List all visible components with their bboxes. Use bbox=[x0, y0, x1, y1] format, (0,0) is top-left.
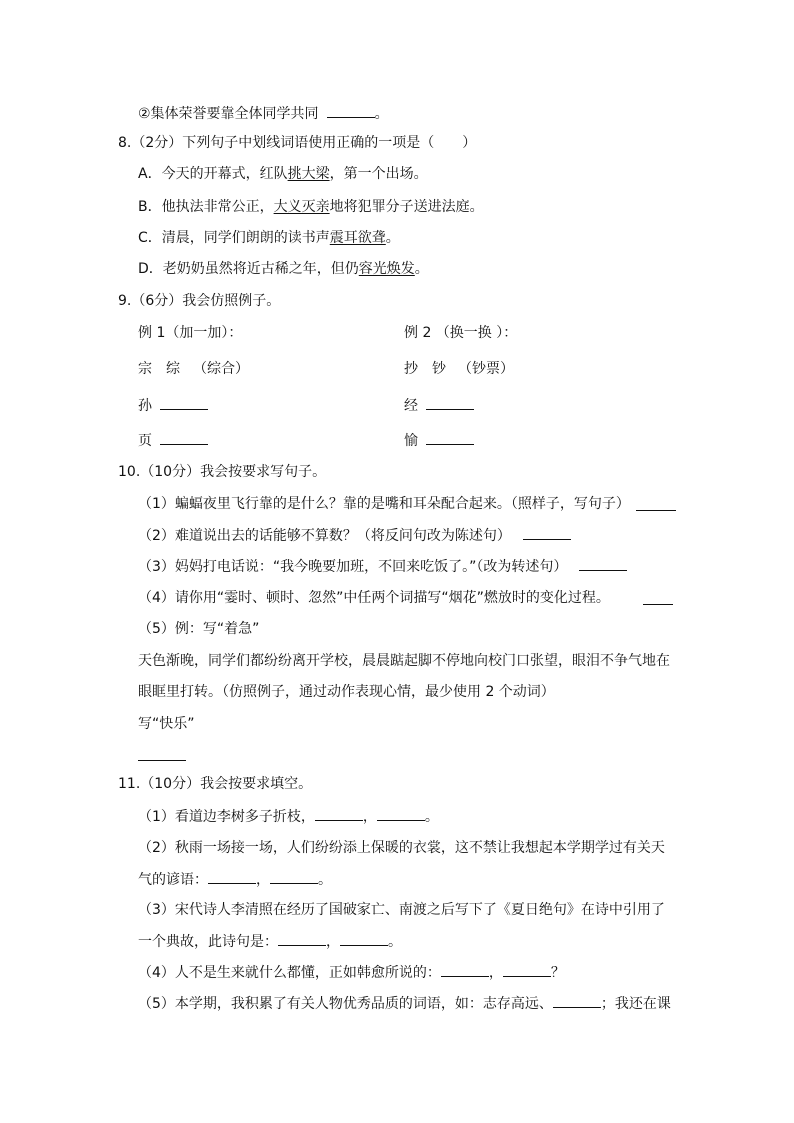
item-char: 经 bbox=[404, 398, 418, 414]
answer-blank[interactable] bbox=[138, 747, 186, 761]
answer-blank[interactable] bbox=[503, 963, 551, 977]
q10-sub-5-para3: 写“快乐” bbox=[138, 716, 195, 732]
option-text: 。 bbox=[414, 261, 429, 277]
option-text: C．清晨，同学们朗朗的读书声 bbox=[138, 230, 330, 246]
q11-stem: 11.（10分）我会按要求填空。 bbox=[118, 776, 313, 792]
answer-blank[interactable] bbox=[315, 807, 363, 821]
fill-text: （4）人不是生来就什么都懂，正如韩愈所说的： bbox=[138, 965, 441, 981]
q10-sub-2 bbox=[138, 526, 571, 545]
sub-text: （3）妈妈打电话说：“我今晚要加班，不回来吃饭了。”（改为转述句） bbox=[138, 559, 568, 575]
answer-blank[interactable] bbox=[278, 932, 326, 946]
sub-text: （2）难道说出去的话能够不算数？（将反问句改为陈述句） bbox=[138, 528, 511, 544]
underlined-word: 容光焕发 bbox=[358, 261, 415, 277]
fill-text: ；我还在课 bbox=[600, 996, 671, 1012]
q8-option-b[interactable] bbox=[138, 198, 484, 216]
option-text: 地将犯罪分子送进法庭。 bbox=[329, 199, 484, 215]
answer-blank[interactable] bbox=[579, 557, 627, 571]
answer-blank[interactable] bbox=[426, 396, 474, 410]
underlined-word: 震耳欲聋 bbox=[329, 230, 386, 246]
fill-text: 。 bbox=[388, 934, 402, 950]
answer-blank[interactable] bbox=[160, 431, 208, 445]
underlined-word: 挑大梁 bbox=[287, 166, 330, 182]
option-text: A．今天的开幕式，红队 bbox=[138, 166, 288, 182]
answer-blank[interactable] bbox=[426, 431, 474, 445]
q10-sub-4 bbox=[138, 589, 610, 607]
q9-example1-answer: （综合） bbox=[193, 361, 249, 377]
item-char: 孙 bbox=[138, 398, 152, 414]
q11-fill-3-line1: （3）宋代诗人李清照在经历了国破家亡、南渡之后写下了《夏日绝句》在诗中引用了 bbox=[138, 902, 665, 918]
fill-text: ， bbox=[362, 809, 377, 825]
fill-text: ， bbox=[488, 965, 503, 981]
fill-text: 。 bbox=[424, 809, 439, 825]
q9-example2-chars: 抄 钞 bbox=[404, 361, 446, 377]
item-char: 页 bbox=[138, 433, 152, 449]
q10-sub-5-para1: 天色渐晚，同学们都纷纷离开学校，晨晨踮起脚不停地向校门口张望，眼泪不争气地在 bbox=[138, 653, 670, 669]
q10-sub-5-para2: 眼眶里打转。（仿照例子，通过动作表现心情，最少使用 2 个动词） bbox=[138, 684, 555, 700]
sub-text: （4）请你用“霎时、顿时、忽然”中任两个词描写“烟花”燃放时的变化过程。 bbox=[138, 590, 610, 606]
q8-option-a[interactable] bbox=[138, 165, 428, 183]
fill-text: ， bbox=[326, 934, 340, 950]
sub-text: （1）蝙蝠夜里飞行靠的是什么？靠的是嘴和耳朵配合起来。（照样子，写句子） bbox=[138, 496, 630, 512]
q10-sub-5: （5）例：写“着急” bbox=[138, 621, 260, 637]
q8-stem: 8.（2分）下列句子中划线词语使用正确的一项是（ ） bbox=[118, 135, 477, 151]
q11-fill-2-line2 bbox=[138, 870, 332, 889]
q10-stem: 10.（10分）我会按要求写句子。 bbox=[118, 464, 327, 480]
q10-sub-1 bbox=[138, 495, 630, 513]
answer-blank[interactable] bbox=[160, 396, 208, 410]
answer-blank[interactable] bbox=[270, 870, 318, 884]
item-char: 愉 bbox=[404, 433, 418, 449]
option-text: 。 bbox=[385, 230, 400, 246]
q9-item-2 bbox=[138, 431, 208, 450]
q11-fill-1 bbox=[138, 807, 439, 826]
q9-example1-chars: 宗 综 bbox=[138, 361, 180, 377]
fill-text: 一个典故，此诗句是： bbox=[138, 934, 278, 950]
q11-fill-3-line2 bbox=[138, 932, 402, 951]
answer-blank[interactable] bbox=[441, 963, 489, 977]
answer-blank[interactable] bbox=[523, 526, 571, 540]
q9-item-3 bbox=[404, 396, 474, 415]
fill-text: 。 bbox=[318, 872, 332, 888]
q7-text: ②集体荣誉要靠全体同学共同 bbox=[138, 106, 319, 122]
q8-option-c[interactable] bbox=[138, 229, 400, 247]
q11-fill-4 bbox=[138, 963, 565, 982]
fill-text: （1）看道边李树多子折枝， bbox=[138, 809, 315, 825]
q11-fill-2-line1: （2）秋雨一场接一场，人们纷纷添上保暖的衣裳，这不禁让我想起本学期学过有关天 bbox=[138, 840, 665, 856]
q8-option-d[interactable] bbox=[138, 260, 429, 278]
q10-sub-3 bbox=[138, 557, 627, 576]
option-text: D．老奶奶虽然将近古稀之年，但仍 bbox=[138, 261, 359, 277]
q9-stem: 9.（6分）我会仿照例子。 bbox=[118, 293, 281, 309]
answer-blank[interactable] bbox=[553, 994, 601, 1008]
option-text: B．他执法非常公正， bbox=[138, 199, 274, 215]
answer-blank[interactable] bbox=[643, 591, 673, 605]
answer-blank[interactable] bbox=[340, 932, 388, 946]
underlined-word: 大义灭亲 bbox=[273, 199, 330, 215]
q9-item-4 bbox=[404, 431, 474, 450]
q9-example2-answer: （钞票） bbox=[458, 361, 514, 377]
q11-fill-5 bbox=[138, 994, 671, 1013]
answer-blank[interactable] bbox=[208, 870, 256, 884]
q7-line2 bbox=[138, 104, 389, 123]
fill-text: ？ bbox=[550, 965, 565, 981]
fill-text: （5）本学期，我积累了有关人物优秀品质的词语，如：志存高远、 bbox=[138, 996, 553, 1012]
answer-blank[interactable] bbox=[636, 497, 676, 511]
answer-blank[interactable] bbox=[327, 104, 375, 118]
q9-example1-title: 例 1（加一加）： bbox=[138, 325, 243, 341]
fill-text: 气的谚语： bbox=[138, 872, 208, 888]
option-text: ，第一个出场。 bbox=[329, 166, 428, 182]
q9-example2-title: 例 2 （换一换 ）： bbox=[404, 325, 518, 341]
q9-item-1 bbox=[138, 396, 208, 415]
q7-end: 。 bbox=[374, 106, 389, 122]
answer-blank[interactable] bbox=[377, 807, 425, 821]
fill-text: ， bbox=[256, 872, 270, 888]
